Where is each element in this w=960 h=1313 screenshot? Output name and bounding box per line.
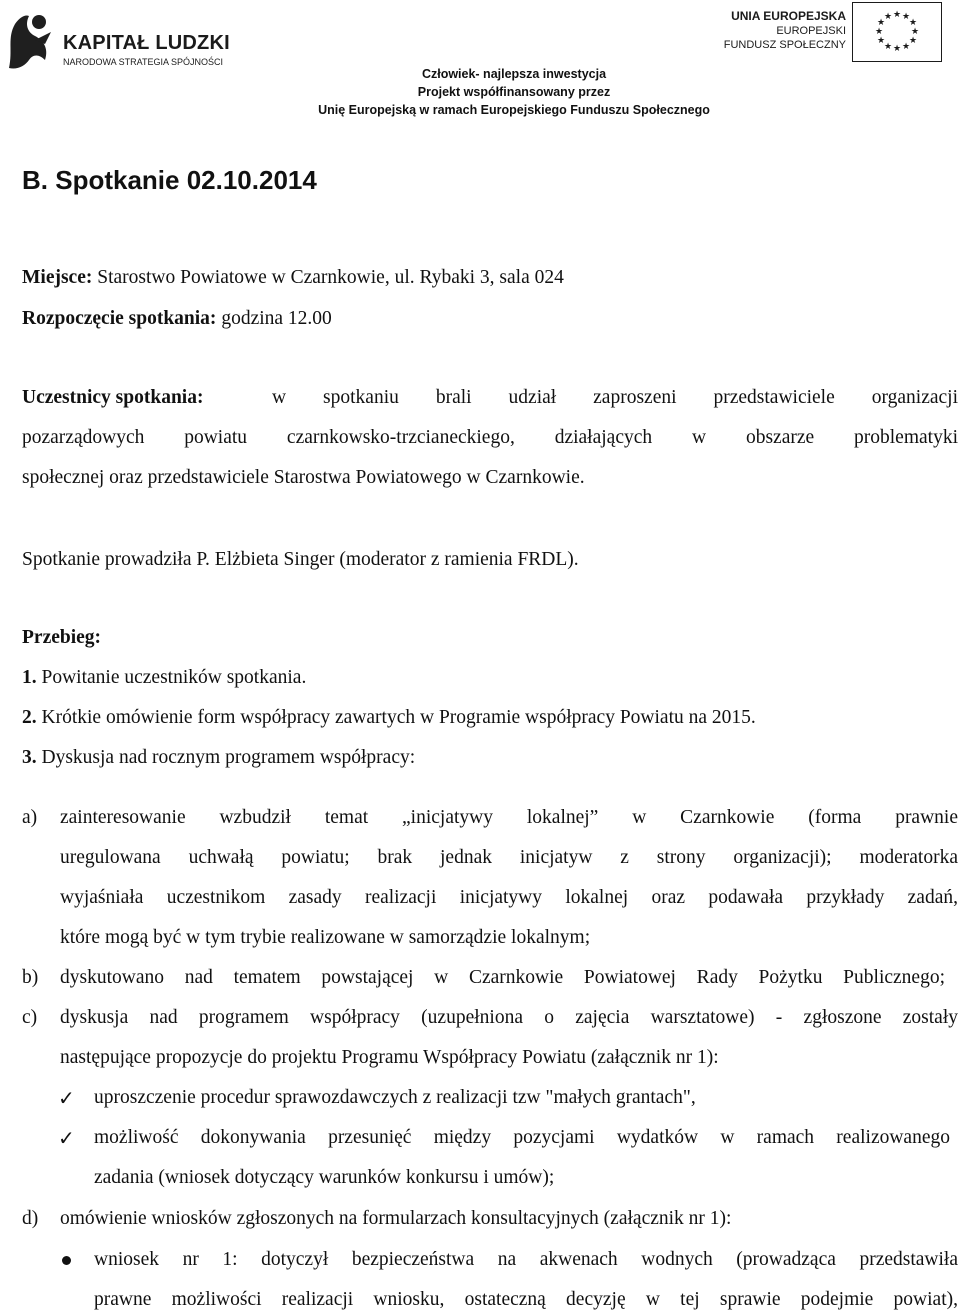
checkmark-icon: ✓ xyxy=(58,1086,75,1110)
svg-text:★: ★ xyxy=(901,12,911,22)
place-label: Miejsce: xyxy=(22,267,93,288)
svg-text:★: ★ xyxy=(876,36,886,46)
item-c-line: dyskusja nad programem współpracy (uzupełniona o zajęcia warsztatowe) - zgłoszone zostały xyxy=(60,1007,958,1028)
agenda-text: Krótkie omówienie form współpracy zawartych w Programie współpracy Powiatu na 2015. xyxy=(36,707,756,728)
checkmark-icon: ✓ xyxy=(58,1126,75,1150)
agenda-text: Dyskusja nad rocznym programem współpracy: xyxy=(36,747,416,768)
eu-fund-line1: EUROPEJSKI xyxy=(776,25,846,37)
item-a-line: zainteresowanie wzbudził temat „inicjatywy lokalnej” w Czarnkowie (forma prawnie xyxy=(60,807,958,828)
participants-label-wrap xyxy=(22,386,203,410)
meeting-place xyxy=(22,266,564,290)
agenda-number: 3. xyxy=(22,747,37,768)
eu-logo-text xyxy=(718,8,846,52)
svg-text:★: ★ xyxy=(908,36,918,46)
item-b-marker: b) xyxy=(22,967,39,988)
kapital-ludzki-emblem-icon xyxy=(5,10,57,72)
svg-text:★: ★ xyxy=(892,44,902,54)
agenda-item xyxy=(22,746,415,770)
place-value: Starostwo Powiatowe w Czarnkowie, ul. Rybaki 3, sala 024 xyxy=(92,267,564,288)
item-a-marker: a) xyxy=(22,807,38,828)
check-item-line: zadania (wniosek dotyczący warunków konkursu i umów); xyxy=(94,1167,555,1188)
agenda-number: 1. xyxy=(22,667,37,688)
tagline-line: Projekt współfinansowany przez xyxy=(417,85,611,99)
svg-text:★: ★ xyxy=(892,10,902,20)
participants-line: pozarządowych powiatu czarnkowsko-trzcianeckiego, działających w obszarze problematyki xyxy=(22,427,958,448)
svg-text:★: ★ xyxy=(876,18,886,28)
item-a-line: które mogą być w tym trybie realizowane w samorządzie lokalnym; xyxy=(60,927,591,948)
check-item-line: uproszczenie procedur sprawozdawczych z realizacji tzw "małych grantach", xyxy=(94,1087,696,1108)
svg-text:★: ★ xyxy=(901,42,911,52)
svg-text:★: ★ xyxy=(883,42,893,52)
svg-text:★: ★ xyxy=(874,27,884,37)
participants-line: w spotkaniu brali udział zaproszeni przedstawiciele organizacji xyxy=(272,387,958,408)
kapital-ludzki-logo xyxy=(5,10,235,72)
check-item-line: możliwość dokonywania przesunięć między pozycjami wydatków w ramach realizowanego xyxy=(94,1127,950,1148)
eu-fund-line2: FUNDUSZ SPOŁECZNY xyxy=(723,39,846,51)
item-c-line: następujące propozycje do projektu Programu Współpracy Powiatu (załącznik nr 1): xyxy=(60,1047,719,1068)
kapital-ludzki-subtitle: NARODOWA STRATEGIA SPÓJNOŚCI xyxy=(63,57,224,67)
document-title: B. Spotkanie 02.10.2014 xyxy=(22,165,317,195)
item-d-line: omówienie wniosków zgłoszonych na formularzach konsultacyjnych (załącznik nr 1): xyxy=(60,1208,732,1229)
bullet-item-line: wniosek nr 1: dotyczył bezpieczeństwa na akwenach wodnych (prowadząca przedstawiła xyxy=(94,1249,958,1270)
start-label: Rozpoczęcie spotkania: xyxy=(22,308,217,329)
eu-stars-icon xyxy=(853,3,941,61)
item-a-line: uregulowana uchwałą powiatu; brak jednak inicjatyw z strony organizacji); moderatorka xyxy=(60,847,958,868)
kapital-ludzki-name: KAPITAŁ LUDZKI xyxy=(63,32,230,54)
agenda-item xyxy=(22,706,756,730)
item-a-line: wyjaśniała uczestnikom zasady realizacji inicjatywy lokalnej oraz podawała przykłady zadań, xyxy=(60,887,958,908)
eu-flag-icon xyxy=(852,2,942,62)
agenda-heading: Przebieg: xyxy=(22,627,102,648)
svg-text:★: ★ xyxy=(910,27,920,37)
participants-line: społecznej oraz przedstawiciele Starostwa Powiatowego w Czarnkowie. xyxy=(22,467,585,488)
meeting-start xyxy=(22,307,332,331)
agenda-item xyxy=(22,666,306,690)
start-value: godzina 12.00 xyxy=(216,308,332,329)
tagline-line: Unię Europejską w ramach Europejskiego Funduszu Społecznego xyxy=(318,103,710,117)
item-c-marker: c) xyxy=(22,1007,38,1028)
moderator-note: Spotkanie prowadziła P. Elżbieta Singer (moderator z ramienia FRDL). xyxy=(22,549,579,570)
bullet-icon xyxy=(62,1256,71,1265)
project-tagline xyxy=(300,65,728,119)
item-b-line: dyskutowano nad tematem powstającej w Czarnkowie Powiatowej Rady Pożytku Publicznego; xyxy=(60,967,945,988)
participants-label: Uczestnicy spotkania: xyxy=(22,387,204,408)
agenda-number: 2. xyxy=(22,707,37,728)
agenda-text: Powitanie uczestników spotkania. xyxy=(36,667,307,688)
bullet-item-line: prawne możliwości realizacji wniosku, ostateczną decyzję w tej sprawie podejmie powiat), xyxy=(94,1289,958,1310)
svg-text:★: ★ xyxy=(908,18,918,28)
tagline-line: Człowiek- najlepsza inwestycja xyxy=(421,67,607,81)
svg-text:★: ★ xyxy=(883,12,893,22)
item-d-marker: d) xyxy=(22,1208,39,1229)
eu-union-label: UNIA EUROPEJSKA xyxy=(731,9,846,23)
